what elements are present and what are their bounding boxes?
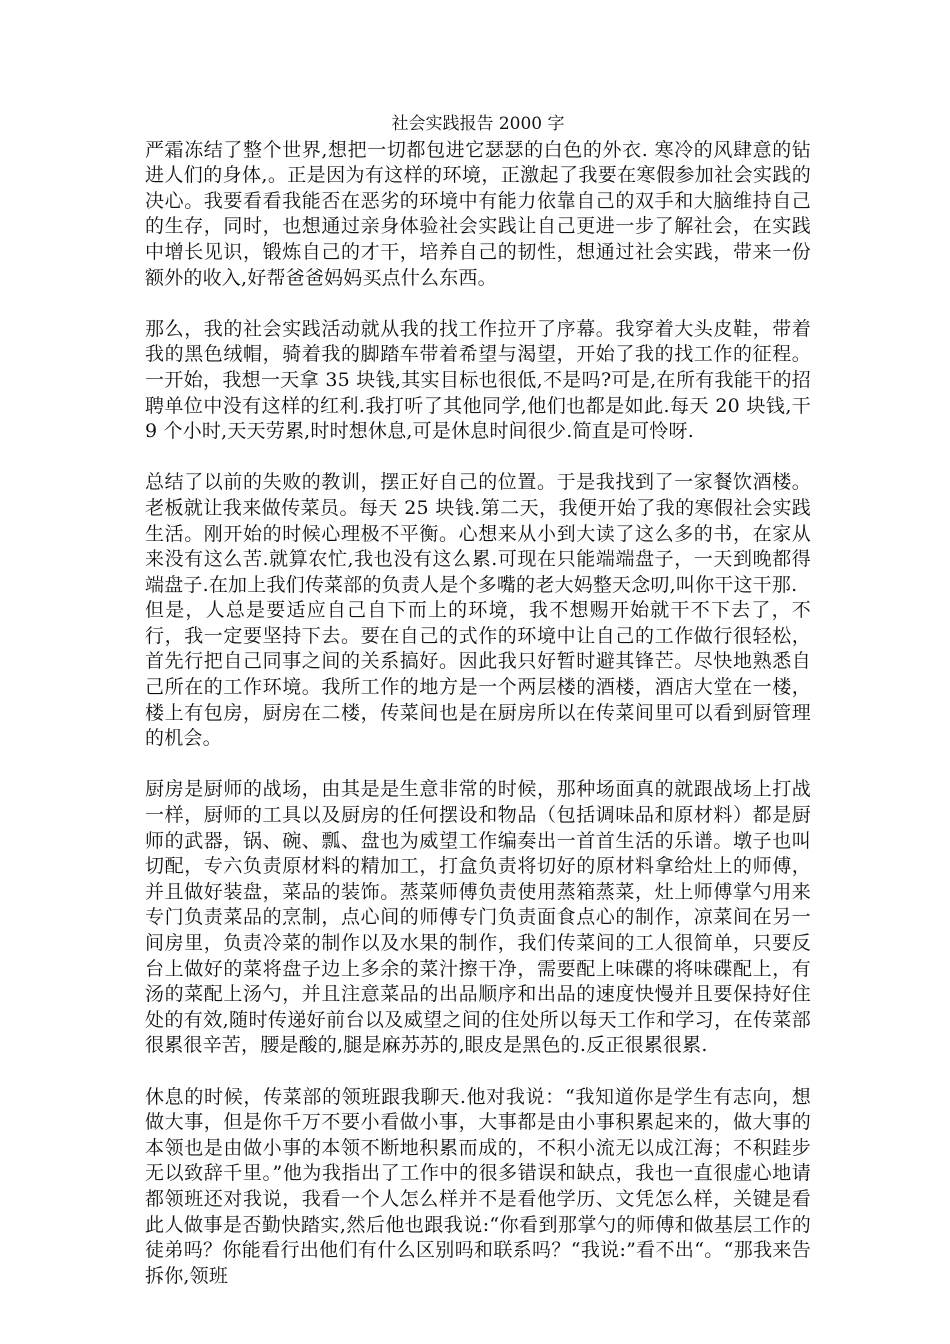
document-title: 社会实践报告 2000 字 bbox=[391, 114, 565, 134]
paragraph-2: 那么，我的社会实践活动就从我的找工作拉开了序幕。我穿着大头皮鞋，带着我的黑色绒帽，骑着我的脚踏车带着希望与渴望，开始了我的找工作的征程。一开始，我想一天拿 35 块钱,其实目标也很低,不是吗?可是,在所有我能干的招聘单位中没有这样的红利.我打听了其他同学,他们也都是如此.每天 20 块钱,干 9 个小时,天天劳累,时时想休息,可是休息时间很少.简直是可怜呀. bbox=[145, 317, 811, 443]
paragraph-1: 严霜冻结了整个世界,想把一切都包进它瑟瑟的白色的外衣. 寒冷的风肆意的钻进人们的身体,。正是因为有这样的环境，正激起了我要在寒假参加社会实践的决心。我要看看我能否在恶劣的环境中有能力依靠自己的双手和大脑维持自己的生存，同时，也想通过亲身体验社会实践让自己更进一步了解社会，在实践中增长见识，锻炼自己的才干，培养自己的韧性，想通过社会实践，带来一份额外的收入,好帮爸爸妈妈买点什么东西。 bbox=[145, 138, 811, 289]
document-page bbox=[145, 112, 811, 1289]
paragraph-6: 休息的时候，传菜部的领班跟我聊天.他对我说：“我知道你是学生有志向，想做大事，但是你千万不要小看做小事，大事都是由小事积累起来的，做大事的本领也是由做小事的本领不断地积累而成的，不积小流无以成江海；不积跬步无以致辞千里。”他为我指出了工作中的很多错误和缺点，我也一直很虚心地请都领班还对我说，我看一个人怎么样并不是看他学历、文凭怎么样，关键是看此人做事是否勤快踏实,然后他也跟我说:“你看到那掌勺的师傅和做基层工作的徒弟吗？你能看行出他们有什么区别吗和联系吗？“我说:”看不出“。“那我来告拆你,领班 bbox=[145, 1085, 811, 1287]
paragraph-4: 但是，人总是要适应自己自下而上的环境，我不想赐开始就干不下去了，不行，我一定要坚持下去。要在自己的式作的环境中让自己的工作做行很轻松，首先行把自己同事之间的关系搞好。因此我只好暂时避其锋芒。尽快地熟悉自己所在的工作环境。我所工作的地方是一个两层楼的酒楼，酒店大堂在一楼，楼上有包房，厨房在二楼，传菜间也是在厨房所以在传菜间里可以看到厨管理的机会。 bbox=[145, 599, 811, 750]
paragraph-3: 总结了以前的失败的教训，摆正好自己的位置。于是我找到了一家餐饮酒楼。老板就让我来做传菜员。每天 25 块钱.第二天，我便开始了我的寒假社会实践生活。刚开始的时候心理极不平衡。心想来从小到大读了这么多的书，在家从来没有这么苦.就算农忙,我也没有这么累.可现在只能端端盘子，一天到晚都得端盘子.在加上我们传菜部的负责人是个多嘴的老大妈整天念叨,叫你干这干那. bbox=[145, 471, 811, 596]
paragraph-5: 厨房是厨师的战场，由其是是生意非常的时候，那种场面真的就跟战场上打战一样，厨师的工具以及厨房的任何摆设和物品（包括调味品和原材料）都是厨师的武器，锅、碗、瓢、盘也为威望工作编奏出一首首生活的乐谱。墩子也叫切配，专六负责原材料的精加工，打盒负责将切好的原材料拿给灶上的师傅，并且做好装盘，菜品的装饰。蒸菜师傅负责使用蒸箱蒸菜，灶上师傅掌勺用来专门负责菜品的烹制，点心间的师傅专门负责面食点心的制作，凉菜间在另一间房里，负责冷菜的制作以及水果的制作，我们传菜间的工人很简单，只要反台上做好的菜将盘子边上多余的菜汁擦干净，需要配上味碟的将味碟配上，有汤的菜配上汤勺，并且注意菜品的出品顺序和出品的速度快慢并且要保持好住处的有效,随时传递好前台以及威望之间的住处所以每天工作和学习，在传菜部很累很辛苦，腰是酸的,腿是麻苏苏的,眼皮是黑色的.反正很累很累. bbox=[145, 778, 811, 1057]
